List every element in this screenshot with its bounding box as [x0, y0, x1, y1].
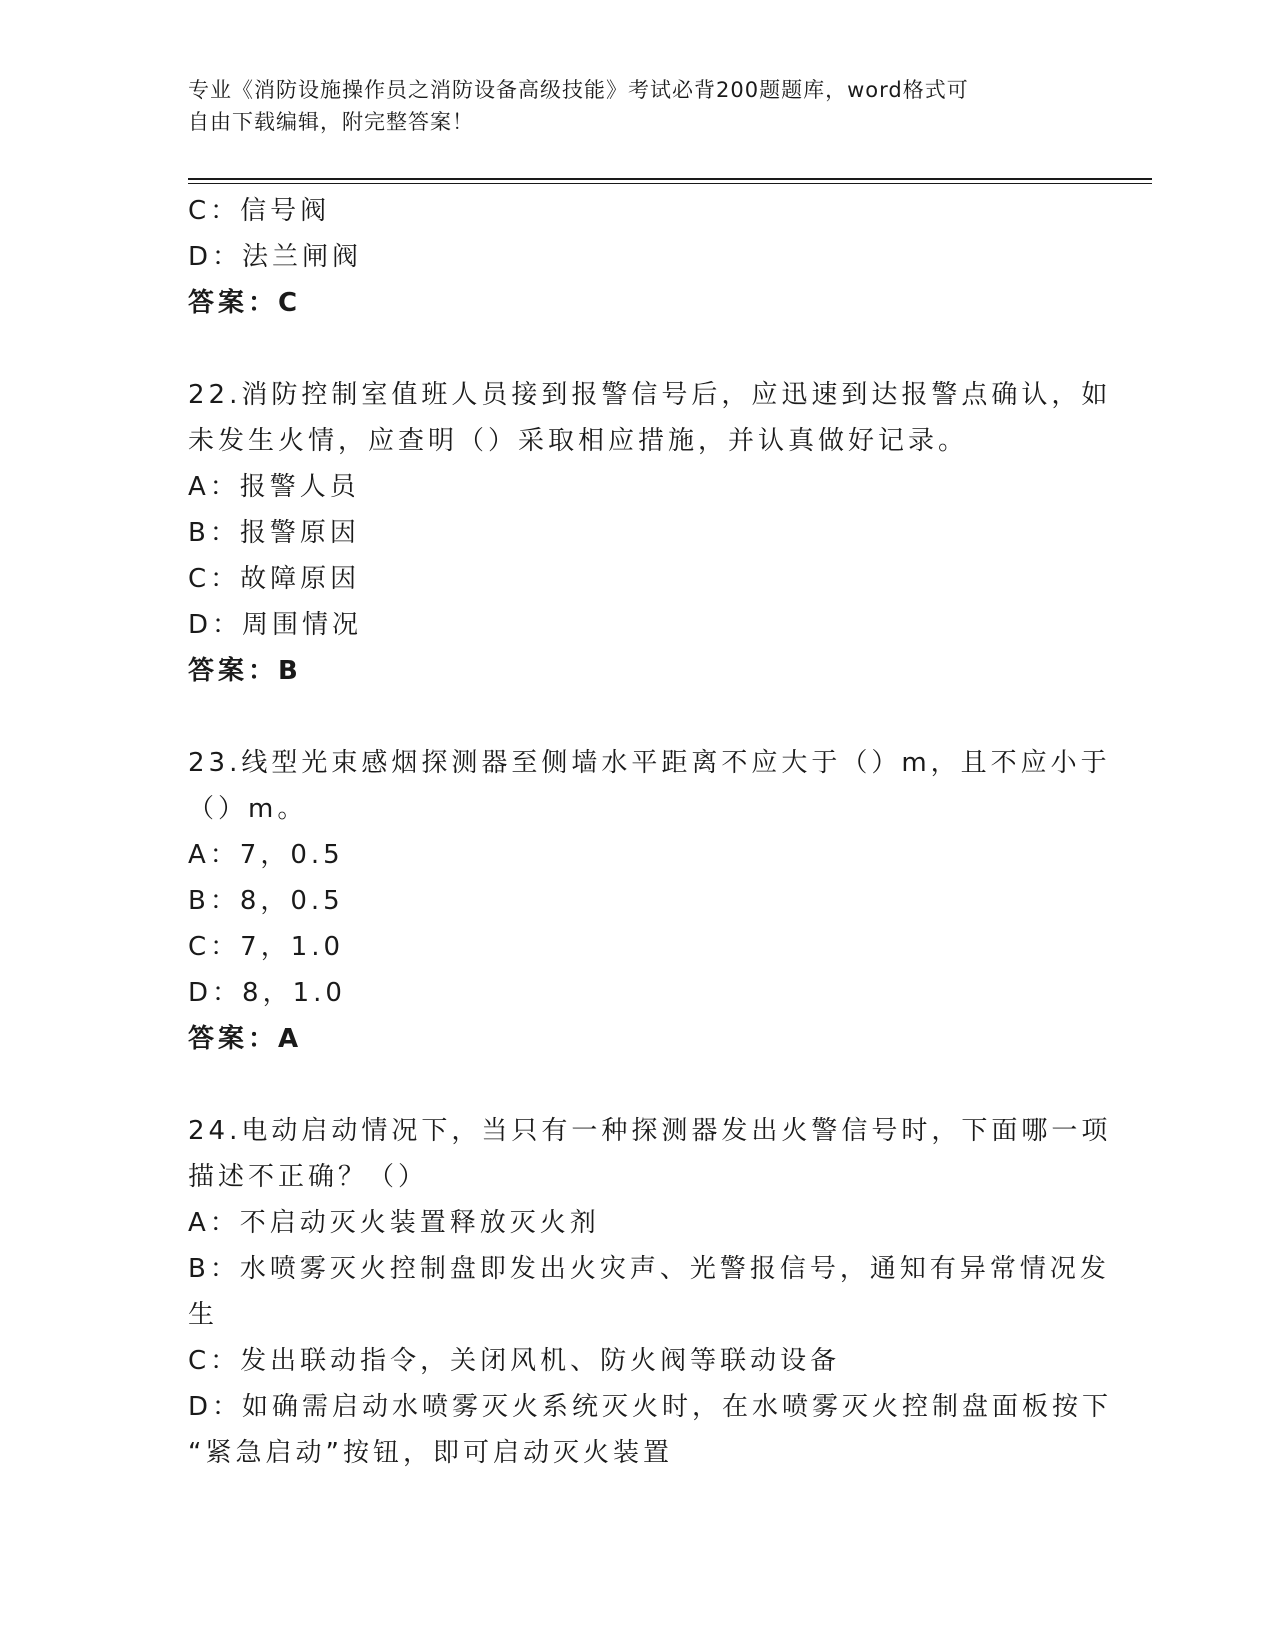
option-d: D：如确需启动水喷雾灭火系统灭火时，在水喷雾灭火控制盘面板按下 — [188, 1392, 1113, 1422]
question-stem: 描述不正确？（） — [188, 1162, 429, 1192]
question-22 — [188, 372, 1112, 694]
answer: 答案：A — [188, 1024, 303, 1054]
option-b-continued: 生 — [188, 1300, 219, 1330]
answer: 答案：C — [188, 288, 302, 318]
option-d: D：周围情况 — [188, 610, 363, 640]
option-d: D：8，1.0 — [188, 978, 346, 1008]
question-stem: 未发生火情，应查明（）采取相应措施，并认真做好记录。 — [188, 426, 969, 456]
option-d: D：法兰闸阀 — [188, 242, 363, 272]
option-b: B：报警原因 — [188, 518, 360, 548]
question-content — [188, 188, 1113, 1476]
option-c: C：发出联动指令，关闭风机、防火阀等联动设备 — [188, 1346, 841, 1376]
option-a: A：不启动灭火装置释放灭火剂 — [188, 1208, 600, 1238]
option-a: A：7，0.5 — [188, 840, 344, 870]
header-line-2: 自由下载编辑，附完整答案！ — [188, 110, 474, 134]
header-divider-thin — [188, 183, 1152, 184]
question-stem: （）m。 — [188, 794, 308, 824]
document-header — [188, 74, 1088, 138]
question-23 — [188, 740, 1111, 1062]
answer: 答案：B — [188, 656, 302, 686]
option-b: B：水喷雾灭火控制盘即发出火灾声、光警报信号，通知有异常情况发 — [188, 1254, 1110, 1284]
header-divider — [188, 178, 1152, 180]
option-d-continued: “紧急启动”按钮，即可启动灭火装置 — [188, 1438, 673, 1468]
option-c: C：7，1.0 — [188, 932, 345, 962]
option-a: A：报警人员 — [188, 472, 360, 502]
header-line-1: 专业《消防设施操作员之消防设备高级技能》考试必背200题题库，word格式可 — [188, 78, 969, 102]
question-stem: 24.电动启动情况下，当只有一种探测器发出火警信号时，下面哪一项 — [188, 1116, 1112, 1146]
prev-question — [188, 188, 1068, 326]
question-stem: 22.消防控制室值班人员接到报警信号后，应迅速到达报警点确认，如 — [188, 380, 1112, 410]
question-stem: 23.线型光束感烟探测器至侧墙水平距离不应大于（）m，且不应小于 — [188, 748, 1111, 778]
option-c: C：故障原因 — [188, 564, 361, 594]
option-b: B：8，0.5 — [188, 886, 344, 916]
option-c: C：信号阀 — [188, 196, 331, 226]
question-24 — [188, 1108, 1113, 1476]
